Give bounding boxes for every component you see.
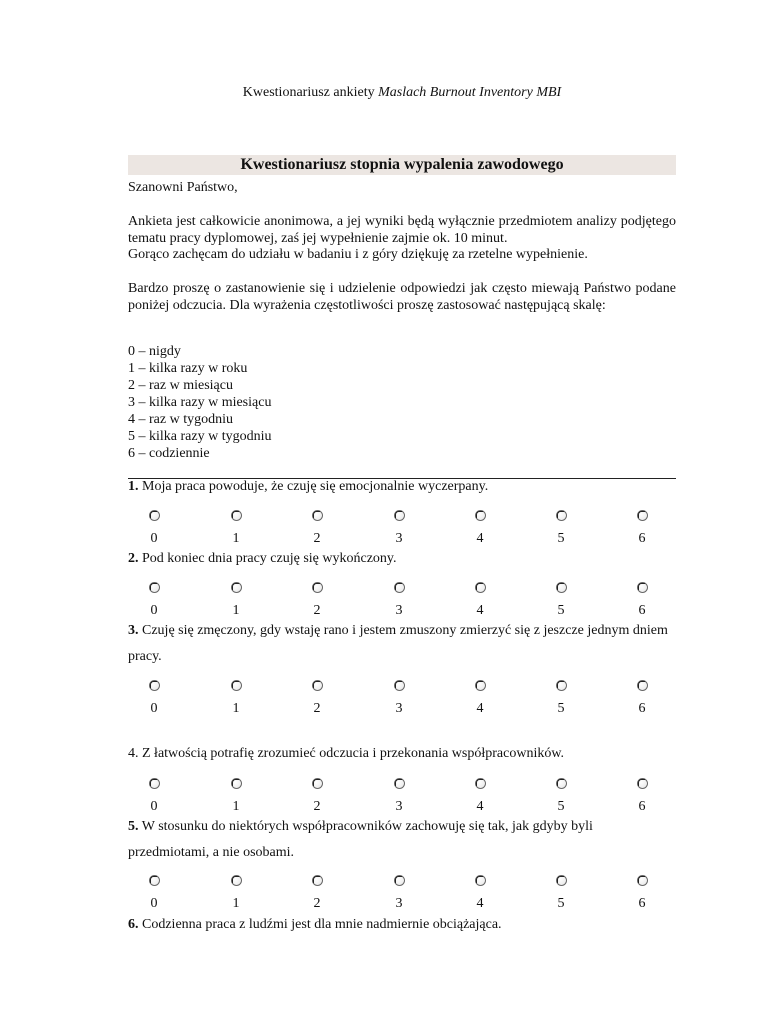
answer-label-3: 3 [395, 531, 403, 546]
scale-item: 2 – raz w miesiącu [128, 378, 233, 393]
question-text: Moja praca powoduje, że czuję się emocjonalnie wyczerpany. [142, 479, 489, 494]
header-prefix: Kwestionariusz ankiety [242, 85, 379, 100]
scale-item: 1 – kilka razy w roku [128, 361, 248, 376]
answer-radio-1[interactable] [231, 582, 242, 593]
answer-radio-5[interactable] [556, 582, 567, 593]
answer-radio-3[interactable] [394, 510, 405, 521]
answer-label-6: 6 [638, 896, 646, 911]
answer-radio-6[interactable] [637, 680, 648, 691]
document-header [128, 85, 676, 101]
answer-radio-4[interactable] [475, 875, 486, 886]
answer-radio-6[interactable] [637, 582, 648, 593]
answer-label-1: 1 [232, 603, 240, 618]
question-number: 6. [128, 917, 139, 932]
scale-list [128, 343, 271, 462]
greeting: Szanowni Państwo, [128, 180, 238, 195]
answer-label-3: 3 [395, 896, 403, 911]
question-3 [128, 618, 676, 670]
answer-label-0: 0 [150, 603, 158, 618]
answer-radio-1[interactable] [231, 680, 242, 691]
answer-radio-6[interactable] [637, 778, 648, 789]
answer-radio-0[interactable] [149, 582, 160, 593]
question-text: Codzienna praca z ludźmi jest dla mnie nadmiernie obciążająca. [142, 917, 502, 932]
answer-label-6: 6 [638, 603, 646, 618]
invite-line: Gorąco zachęcam do udziału w badaniu i z góry dziękuję za rzetelne wypełnienie. [128, 247, 588, 262]
answer-radios-q1 [128, 509, 676, 525]
answer-label-2: 2 [313, 896, 321, 911]
answer-label-3: 3 [395, 603, 403, 618]
question-5 [128, 814, 676, 866]
answer-radios-q4 [128, 777, 676, 793]
answer-radio-2[interactable] [312, 510, 323, 521]
answer-label-1: 1 [232, 896, 240, 911]
answer-radios-q2 [128, 581, 676, 597]
answer-radio-0[interactable] [149, 510, 160, 521]
question-1 [128, 474, 676, 500]
answer-labels-q2 [128, 603, 676, 619]
answer-labels-q5 [128, 896, 676, 912]
answer-radio-0[interactable] [149, 680, 160, 691]
scale-item: 5 – kilka razy w tygodniu [128, 429, 272, 444]
answer-label-3: 3 [395, 701, 403, 716]
answer-radio-3[interactable] [394, 778, 405, 789]
answer-radio-4[interactable] [475, 582, 486, 593]
answer-label-2: 2 [313, 531, 321, 546]
question-text: W stosunku do niektórych współpracowników zachowuję się tak, jak gdyby byli przedmiotami, a nie osobami. [128, 819, 593, 860]
answer-radio-4[interactable] [475, 680, 486, 691]
answer-label-4: 4 [476, 701, 484, 716]
answer-radio-3[interactable] [394, 875, 405, 886]
scale-item: 3 – kilka razy w miesiącu [128, 395, 272, 410]
answer-labels-q1 [128, 531, 676, 547]
answer-radio-0[interactable] [149, 875, 160, 886]
answer-radios-q3 [128, 679, 676, 695]
answer-radio-5[interactable] [556, 680, 567, 691]
answer-radio-6[interactable] [637, 510, 648, 521]
form-title: Kwestionariusz stopnia wypalenia zawodowego [128, 155, 676, 175]
answer-radio-4[interactable] [475, 778, 486, 789]
answer-label-4: 4 [476, 531, 484, 546]
scale-item: 0 – nigdy [128, 344, 181, 359]
answer-radio-3[interactable] [394, 680, 405, 691]
answer-radios-q5 [128, 874, 676, 890]
question-number: 1. [128, 479, 139, 494]
answer-radio-1[interactable] [231, 875, 242, 886]
answer-label-2: 2 [313, 701, 321, 716]
question-text: Pod koniec dnia pracy czuję się wykończony. [142, 551, 397, 566]
answer-labels-q4 [128, 799, 676, 815]
answer-label-1: 1 [232, 701, 240, 716]
question-6 [128, 912, 676, 938]
header-title-italic: Maslach Burnout Inventory MBI [378, 85, 562, 100]
answer-radio-1[interactable] [231, 778, 242, 789]
answer-label-6: 6 [638, 799, 646, 814]
answer-radio-6[interactable] [637, 875, 648, 886]
answer-label-5: 5 [557, 896, 565, 911]
answer-label-4: 4 [476, 603, 484, 618]
question-number: 5. [128, 819, 139, 834]
answer-label-1: 1 [232, 531, 240, 546]
answer-label-2: 2 [313, 799, 321, 814]
question-2 [128, 546, 676, 572]
instruction-paragraph: Bardzo proszę o zastanowienie się i udzielenie odpowiedzi jak często miewają Państwo podane poniżej odczucia. Dla wyrażenia częstotliwości proszę zastosować następującą skalę: [128, 281, 676, 313]
answer-label-6: 6 [638, 701, 646, 716]
answer-label-4: 4 [476, 896, 484, 911]
answer-radio-2[interactable] [312, 875, 323, 886]
answer-radio-5[interactable] [556, 875, 567, 886]
answer-label-0: 0 [150, 896, 158, 911]
answer-label-3: 3 [395, 799, 403, 814]
answer-radio-3[interactable] [394, 582, 405, 593]
answer-radio-2[interactable] [312, 778, 323, 789]
answer-label-5: 5 [557, 603, 565, 618]
answer-label-5: 5 [557, 701, 565, 716]
answer-label-2: 2 [313, 603, 321, 618]
answer-label-6: 6 [638, 531, 646, 546]
answer-labels-q3 [128, 701, 676, 717]
question-number: 2. [128, 551, 139, 566]
question-text: Czuję się zmęczony, gdy wstaję rano i jestem zmuszony zmierzyć się z jeszcze jednym dniem pracy. [128, 623, 668, 664]
answer-radio-2[interactable] [312, 680, 323, 691]
answer-label-0: 0 [150, 531, 158, 546]
scale-item: 6 – codziennie [128, 446, 210, 461]
scale-item: 4 – raz w tygodniu [128, 412, 233, 427]
answer-radio-4[interactable] [475, 510, 486, 521]
answer-label-1: 1 [232, 799, 240, 814]
answer-label-0: 0 [150, 799, 158, 814]
answer-label-4: 4 [476, 799, 484, 814]
intro-paragraph: Ankieta jest całkowicie anonimowa, a jej wyniki będą wyłącznie przedmiotem analizy podjętego tematu pracy dyplomowej, zaś jej wypełnienie zajmie ok. 10 minut. [128, 214, 676, 246]
answer-radio-5[interactable] [556, 778, 567, 789]
answer-label-5: 5 [557, 531, 565, 546]
answer-label-5: 5 [557, 799, 565, 814]
answer-radio-0[interactable] [149, 778, 160, 789]
answer-radio-1[interactable] [231, 510, 242, 521]
question-text: 4. Z łatwością potrafię zrozumieć odczucia i przekonania współpracowników. [128, 746, 565, 761]
question-number: 3. [128, 623, 139, 638]
question-4 [128, 741, 676, 767]
answer-radio-2[interactable] [312, 582, 323, 593]
answer-label-0: 0 [150, 701, 158, 716]
answer-radio-5[interactable] [556, 510, 567, 521]
